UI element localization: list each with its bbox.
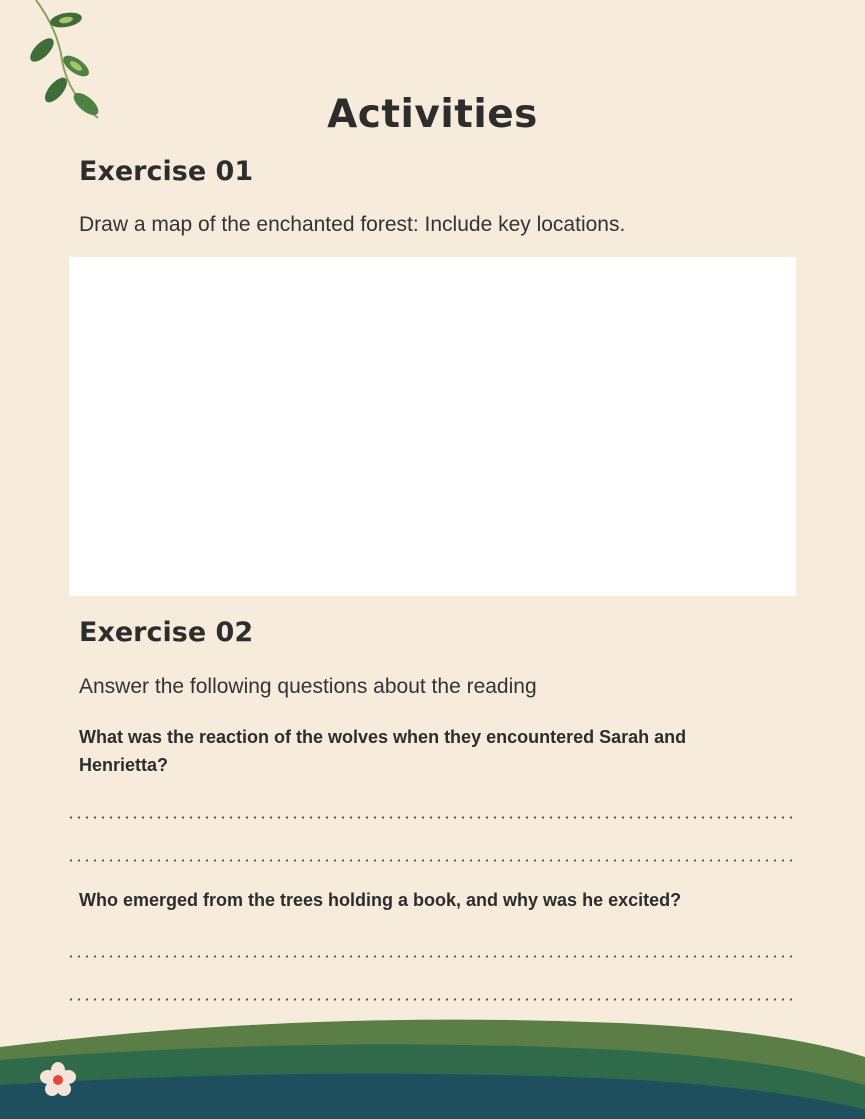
exercise-01-heading: Exercise 01 [79,156,254,187]
answer-line-2a[interactable] [67,955,795,958]
answer-line-1b[interactable] [67,859,795,862]
exercise-01-instruction: Draw a map of the enchanted forest: Include key locations. [79,213,626,236]
exercise-02-instruction: Answer the following questions about the reading [79,675,537,698]
question-2: Who emerged from the trees holding a book, and why was he excited? [79,890,682,910]
footer-hills [0,1015,865,1119]
answer-line-1a[interactable] [67,816,795,819]
answer-line-2b[interactable] [67,998,795,1001]
page-title: Activities [327,92,538,137]
flower-icon [34,1060,84,1100]
exercise-02-heading: Exercise 02 [79,617,254,648]
map-drawing-area[interactable] [69,257,796,596]
question-1: What was the reaction of the wolves when they encountered Sarah and Henrietta? [79,727,687,775]
